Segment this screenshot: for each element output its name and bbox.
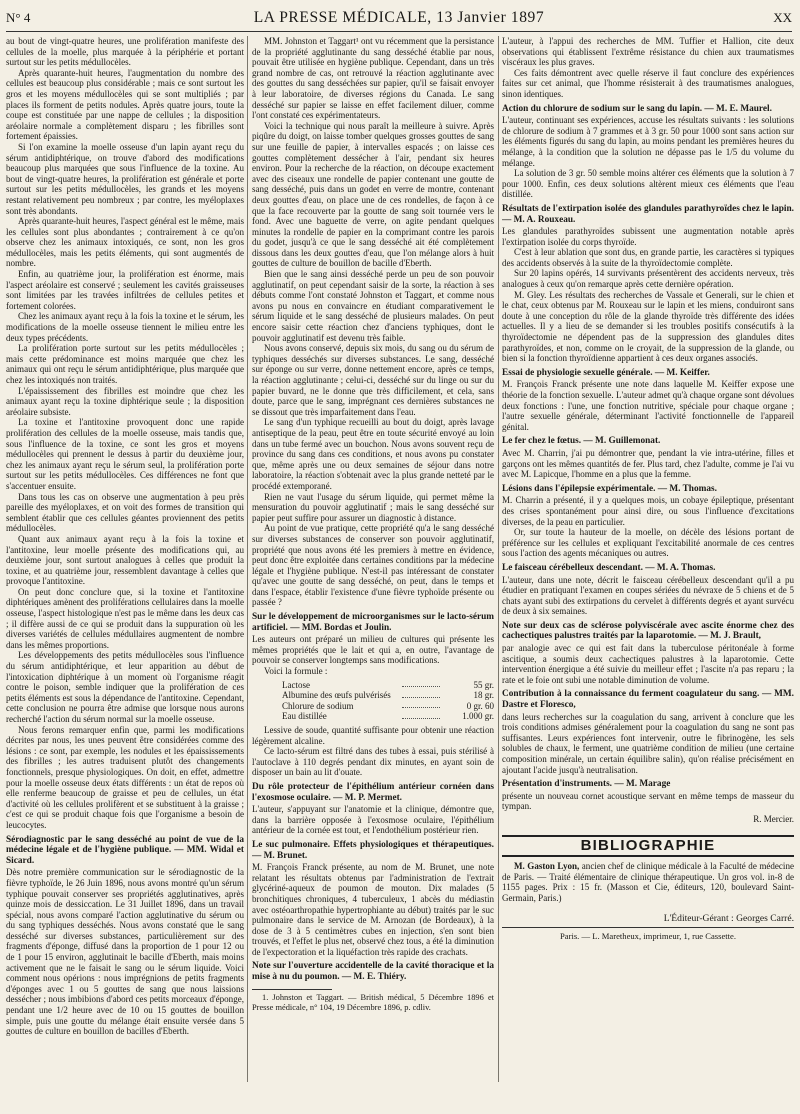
paragraph: On peut donc conclure que, si la toxine et l'antitoxine diphtériques amènent des proliférations cellulaires dans la moelle osseuse, l'aspect histologique n'est pas le même dans les deux cas ; il diffère aussi de ce qui se produit dans la suppuration où les diverses variétés de cellules médullaires augmentent de nombre dans les mêmes proportions. [6, 586, 244, 650]
paragraph: M. François Franck présente, au nom de M. Brunet, une note relatant les résultats obtenus par l'administration de l'extrait glycériné-aqueux de poumon de mouton. Dix malades (5 bronchitiques chroniques, 4 tuberculeux, 1 abcès du médiastin avec ostéoarthropathie hypertrophiante au début) traités par le suc pulmonaire dans le service de M. Arnozan (de Bordeaux), à la dose de 3 à 5 centimètres cubes en injection, s'en sont bien trouvés, et l'effet le plus net, observé chez tous, a été la diminution de l'expectoration et la liquéfaction très rapide des crachats. [252, 862, 494, 957]
ingredient-quantity: 55 gr. [473, 679, 494, 690]
paragraph: Ces faits démontrent avec quelle réserve il faut conclure des expériences faites sur cet animal, que l'homme résisterait à des traumatismes analogues, sinon identiques. [502, 67, 794, 99]
section-heading [502, 368, 794, 379]
paragraph: Le sang d'un typhique recueilli au bout du doigt, après lavage antiseptique de la peau, peut être en toute sécurité envoyé au loin dans un tube fermé avec un bouchon. Nous avons souvent reçu de province du sang dans ces conditions, et nous avons pu constater que, même après une ou deux semaines de séjour dans notre laboratoire, la réaction s'obtenait avec la plus grande netteté par le procédé extemporané. [252, 417, 494, 491]
paragraph: Lessive de soude, quantité suffisante pour obtenir une réaction légèrement alcaline. [252, 725, 494, 746]
paragraph: L'épaississement des fibrilles est moindre que chez les animaux ayant reçu la toxine diphtérique seule ; la disposition aréolaire subsiste. [6, 385, 244, 417]
heading-authors: — M. E. Thiéry. [339, 972, 407, 983]
paragraph: Les auteurs ont préparé un milieu de cultures qui présente les mêmes propriétés que le lait et qui a, en outre, l'avantage de pouvoir se conserver longtemps sans modifications. [252, 634, 494, 666]
section-heading [6, 835, 244, 867]
paragraph: La solution de 3 gr. 50 semble moins altérer ces éléments que la solution à 7 pour 1000. Enfin, ces deux solutions altèrent mieux ces éléments que l'eau distillée. [502, 168, 794, 200]
paragraph: Si l'on examine la moelle osseuse d'un lapin ayant reçu du sérum antidiphtérique, on trouve d'abord des modifications beaucoup plus marquées que sous l'influence de la toxine. Au bout de vingt-quatre heures, la prolifération est générale et porte surtout sur les petits médullocèles, les grands et les moyens restant relativement peu nombreux ; par contre, les myéloplaxes sont très abondants. [6, 141, 244, 216]
paragraph: Nous avons conservé, depuis six mois, du sang ou du sérum de typhiques desséchés sur diverses substances. Le sang, desséché sur éponge ou sur verre, donne nettement encore, après ce temps, la réaction agglutinante ; celui-ci, desséché sur du linge ou sur du papier buvard, ne le donne que très difficilement, et cela, sans doute, parce que le sang, imprégnant ces dernières substances ne se dissout que très imparfaitement dans l'eau. [252, 343, 494, 417]
page-number: XX [773, 10, 792, 25]
section-heading [502, 204, 794, 225]
heading-title: Résultats de l'extirpation isolée des glandules parathyroïdes chez le lapin. [502, 203, 794, 214]
paragraph: Dès notre première communication sur le sérodiagnostic de la fièvre typhoïde, le 26 Juin 1896, nous avons montré qu'un sérum typhique pouvait conserver ses propriétés agglutinatives, après quinze mois de dessiccation. Le 31 Juillet 1896, dans un travail spécial, nous avons comparé l'action agglutinative du sérum ou du sang typhiques desséchés. Nous avons constaté que le sang desséché sur diverses substances, particulièrement sur des fragments d'éponge, diffusé dans la proportion de 1 pour 12 ou de 1 pour 15 environ, agglutinait le bacille d'Eberth, mais moins activement que ne le faisait le sang ou le sérum liquide. Voici comment nous opérions : nous imprégnions de petits fragments d'éponges avec 1 ou 5 gouttes de sang que nous laissions dessécher ; nous imbibions d'abord ces petits morceaux d'éponge, pendant une 1/2 heure avec de 10 ou 15 gouttes de bouillon simple, puis une goutte du mélange était ensuite versée dans 5 gouttes de culture en bouillon de bacilles d'Eberth. [6, 867, 244, 1037]
paragraph: Dans tous les cas on observe une augmentation à peu près pareille des myéloplaxes, et on voit des formes de transition qui semblent établir que ces cellules géantes proviennent des petits médullocèles. [6, 491, 244, 534]
paragraph: par analogie avec ce qui est fait dans la tuberculose péritonéale à forme ascitique, a soumis deux cachectiques palustres à la laparotomie. Cette intervention énergique a été suivie du meilleur effet ; l'ascite n'a pas reparu ; la rate et le foie ont subi une notable diminution de volume. [502, 643, 794, 685]
formula-row [282, 701, 494, 712]
section-heading [502, 563, 794, 574]
book-details: ancien chef de clinique médicale à la Faculté de médecine de Paris. — Traité élémentaire de clinique thérapeutique. Un gros vol. in-8 de 1155 pages. Prix : 15 fr. (Masson et Cie, éditeurs, 120, boulevard Saint-Germain, Paris.) [502, 861, 794, 903]
paragraph: La prolifération porte surtout sur les petits médullocèles ; mais cette prédominance est moins marquée que chez les animaux qui ont reçu le sérum antidiphtérique, plus marquée que chez les intoxiqués non traités. [6, 343, 244, 385]
paragraph: Avec M. Charrin, j'ai pu démontrer que, pendant la vie intra-utérine, filles et garçons ont les mêmes quantités de fer. Plus tard, chez l'adulte, comme je l'ai vu avec M. Lapicque, l'homme en a plus que la femme. [502, 447, 794, 480]
editor-manager-line: L'Éditeur-Gérant : Georges Carré. [502, 914, 794, 929]
paragraph: Bien que le sang ainsi desséché perde un peu de son pouvoir agglutinatif, on peut cependant saisir de la sorte, la réaction à ses débuts comme l'ont constaté Johnston et Taggart, et comme nous avons pu nous en convaincre en étudiant comparativement le sérum liquide et le sang desséché de plusieurs malades. On peut encore saisir cette réaction chez d'anciens typhiques, dont le pouvoir agglutinatif est devenu très faible. [252, 269, 494, 343]
section-heading [252, 961, 494, 982]
column-divider [247, 36, 248, 1082]
paragraph: présente un nouveau cornet acoustique servant en même temps de masseur du tympan. [502, 790, 794, 812]
column-1 [6, 36, 244, 1086]
book-author: M. Gaston Lyon, [514, 861, 580, 872]
paragraph: Les glandules parathyroïdes subissent une augmentation notable après l'extirpation isolée du corps thyroïde. [502, 226, 794, 247]
section-heading [502, 689, 794, 710]
leader-dots [402, 690, 440, 698]
paragraph: M. Gley. Les résultats des recherches de Vassale et Generali, sur le chien et le chat, ceux obtenus par M. Rouxeau sur le lapin et les miens, conduiront sans doute à une conception du rôle de la glande thyroïde très différente des idées actuelles. Il y a lieu de se demander si les troubles positifs consécutifs à la thyroïdectomie ne dépendent pas de la suppression des glandules dites parathyroïdes, et non, comme on le croyait, de la suppression de la glande, ou bien si la fonction thyroïdienne appartient à ces deux organes associés. [502, 289, 794, 364]
column-3 [502, 36, 794, 1111]
printer-line: Paris. — L. Maretheux, imprimeur, 1, rue Cassette. [559, 931, 737, 942]
heading-title: Le faisceau cérébelleux descendant. [502, 562, 643, 573]
bibliography-entry [502, 861, 794, 903]
column-divider [498, 36, 499, 1082]
paragraph: Quant aux animaux ayant reçu à la fois la toxine et l'antitoxine, leur moelle présente des modifications qui, au deuxième jour, sont surtout analogues à celles que produit la toxine, et au quatrième jour, ressemblent davantage à celles que provoque l'antitoxine. [6, 533, 244, 587]
paragraph: L'auteur, dans une note, décrit le faisceau cérébelleux descendant qu'il a pu étudier en pratiquant l'examen en coupes sériées du névraxe de 5 chiens et de 5 chats ayant subi des extirpations du cervelet à différents degrés et ayant survécu de deux à six semaines. [502, 574, 794, 617]
paragraph: Les développements des petits médullocèles sous l'influence du sérum antidiphtérique, et leur apparition au début de l'intoxication diphtérique à un moment où l'organisme réagit contre le poison, semble indiquer que la prolifération de ces petits éléments est sous la dépendance de l'antitoxine. Cependant, cette conclusion ne pourra être admise que lorsque nous aurons recherché l'action du sérum normal sur la moelle osseuse. [6, 650, 244, 724]
paragraph: La toxine et l'antitoxine provoquent donc une rapide prolifération des cellules de la moelle osseuse, mais tandis que, sous l'influence de la toxine, ce sont les gros et moyens médullocèles qui prennent le dessus à partir du deuxième jour, chez les animaux ayant reçu le sérum seul, la prolifération porte surtout sur les petits médullocèles. Ces différences ne font que s'accentuer ensuite. [6, 417, 244, 491]
leader-dots [402, 711, 440, 719]
heading-title: Le suc pulmonaire. Effets physiologiques et thérapeutiques. [252, 839, 494, 850]
heading-authors: — M. A. Rouxeau. [502, 214, 576, 225]
ingredient-name: Lactose [282, 679, 310, 690]
heading-authors: — M. A. Thomas. [642, 562, 716, 573]
paragraph: Or, sur toute la hauteur de la moelle, on décèle des lésions portant de préférence sur les cellules et expliquant l'excitabilité anormale de ces centres sous l'action des agents mécaniques ou autres. [502, 527, 794, 559]
footnote-rule [252, 989, 332, 990]
paragraph: au bout de vingt-quatre heures, une prolifération manifeste des cellules de la moelle, plus marquée à la périphérie et portant surtout sur les petits médullocèles. [6, 36, 244, 68]
paragraph: L'auteur, s'appuyant sur l'anatomie et la clinique, démontre que, dans la barrière opposée à l'exosmose oculaire, l'épithélium antérieur de la cornée est tout, et l'endothélium postérieur rien. [252, 804, 494, 836]
masthead-title: LA PRESSE MÉDICALE, 13 Janvier 1897 [253, 9, 545, 26]
heading-title: Action du chlorure de sodium sur le sang du lapin. [502, 103, 703, 114]
heading-title: Le fer chez le fœtus. [502, 436, 582, 447]
footnote: 1. Johnston et Taggart. — British médical, 5 Décembre 1896 et Presse médicale, n° 104, 19 Décembre 1896, p. cdliv. [252, 992, 494, 1012]
paragraph: Voici la technique qui nous paraît la meilleure à suivre. Après piqûre du doigt, on laisse tomber quelques grosses gouttes de sang sur une feuille de papier, à intervalles espacés ; on laisse ces gouttes complètement dessécher à l'air, pendant six heures environ. Pour la recherche de la réaction, on découpe exactement avec des ciseaux une rondelle de papier contenant une goutte de sang desséché, puis dans un godet en verre de montre, contenant deux gouttes d'eau, on place une de ces rondelles, de façon à ce que la face recouverte par la goutte de sang soit tournée vers le fond. Avec une baguette de verre, on agite pendant quelques minutes la rondelle de papier en la comprimant contre les parois du godet, jusqu'à ce que le sang desséché ait été complètement dissous dans les deux gouttes d'eau, que l'on mélange alors à huit gouttes de culture de bouillon de bacille d'Eberth. [252, 120, 494, 269]
paragraph: Après quarante-huit heures, l'aspect général est le même, mais les cellules sont plus abondantes ; contrairement à ce qu'on observe chez les animaux intoxiqués, ce sont, non les gros médullocèles, mais les petits éléments, qui sont augmentés de nombre. [6, 216, 244, 269]
section-heading [502, 436, 794, 447]
formula-table [282, 680, 494, 722]
heading-authors: — M. Keiffer. [652, 367, 710, 378]
heading-authors: — MM. Bordas et Joulin. [287, 622, 392, 633]
formula-row [282, 690, 494, 701]
heading-authors: — M. Thomas. [655, 483, 717, 494]
bibliography-heading: BIBLIOGRAPHIE [502, 835, 794, 858]
paragraph: Rien ne vaut l'usage du sérum liquide, qui permet même la mensuration du pouvoir agglutinatif ; mais le sang desséché sur papier peut suffire pour assurer un diagnostic à distance. [252, 491, 494, 523]
header-rule [6, 31, 792, 32]
paragraph: M. François Franck présente une note dans laquelle M. Keiffer expose une théorie de la fonction sexuelle. L'auteur admet qu'à chaque organe sont dévolues deux fonctions : l'une, une fonction nutritive, spéciale pour chaque organe ; l'autre sexuelle générale, déterminant l'activité fonctionnelle de l'appareil génital. [502, 379, 794, 432]
heading-authors: — M. J. Brault, [696, 631, 762, 642]
heading-title: Lésions dans l'épilepsie expérimentale. [502, 483, 656, 494]
heading-title: Du rôle protecteur de l'épithélium antérieur cornéen dans l'exosmose oculaire. [252, 781, 494, 803]
heading-title: Contribution à la connaissance du ferment coagulateur du sang. [502, 689, 760, 700]
section-heading [252, 840, 494, 861]
heading-title: Essai de physiologie sexuelle générale. [502, 367, 653, 378]
paragraph: Chez les animaux ayant reçu à la fois la toxine et le sérum, les modifications de la moelle osseuse tiennent le milieu entre les deux types précédents. [6, 311, 244, 343]
section-heading [502, 104, 794, 115]
heading-authors: — M. Marage [612, 779, 671, 790]
paragraph: Voici la formule : [264, 666, 328, 677]
paragraph: L'auteur, continuant ses expériences, accuse les résultats suivants : les solutions de chlorure de sodium à 7 grammes et à 3 gr. 50 pour 1000 sont sans action sur les éléments figurés du sang du lapin, au moins pendant les premières heures du mélange, à la condition que la solution ne dépasse pas le 1/5 du volume du mélange. [502, 115, 794, 168]
section-heading [252, 782, 494, 803]
section-heading [502, 779, 794, 790]
heading-title: Note sur l'ouverture accidentelle de la cavité thoracique et la mise à nu du poumon. [252, 961, 494, 983]
ingredient-name: Albumine des œufs pulvérisés [282, 690, 391, 701]
heading-authors: — M. Brunet. [252, 850, 308, 861]
paragraph: Après quarante-huit heures, l'augmentation du nombre des cellules est beaucoup plus considérable ; mais ce sont surtout les gros et les moyens médullocèles qui se sont multipliés ; par places ils forment de petits nodules. Après quatre jours, toute la coupe est constituée par une nappe de cellules ; la disposition aréolaire normale a complètement disparu ; les fibrilles sont fortement épaissies. [6, 67, 244, 142]
issue-number: N° 4 [6, 10, 31, 25]
formula-row [282, 711, 494, 722]
ingredient-name: Eau distillée [282, 711, 327, 722]
heading-title: Note sur deux cas de sclérose polyviscérale avec ascite énorme chez des cachectiques palustres traités par la laparotomie. [502, 620, 794, 642]
leader-dots [402, 680, 440, 688]
section-heading [252, 612, 494, 633]
heading-authors: — M. P. Mermet. [330, 792, 403, 803]
ingredient-quantity: 1.000 gr. [462, 711, 494, 722]
paragraph: Au point de vue pratique, cette propriété qu'a le sang desséché sur diverses substances de conserver son pouvoir agglutinatif, propriété que nous avons été les premiers à mettre en évidence, peut donc être exploitée dans certaines conditions par la médecine légale et l'hygiène publique. N'est-il pas intéressant de constater qu'avec une goutte de sang desséché, on peut, dans le temps et dans l'espace, établir l'existence d'une fièvre typhoïde présente ou passée ? [252, 523, 494, 608]
section-heading [502, 484, 794, 495]
heading-authors: — M. E. Maurel. [702, 103, 772, 114]
paragraph: L'auteur, à l'appui des recherches de MM. Tuffier et Hallion, cite deux observations qui établissent l'extrême résistance du chien aux traumatismes viscéraux les plus graves. [502, 36, 794, 68]
ingredient-quantity: 18 gr. [473, 690, 494, 701]
paragraph: Nous ferons remarquer enfin que, parmi les modifications décrites par nous, les unes peuvent être considérées comme des lésions : ce sont, par exemple, les nodules et les épaississements des fibrilles ; les autres traduisent plutôt des changements fonctionnels, presque physiologiques. On doit, en effet, admettre pour la moelle osseuse deux états différents : un état de repos où elle renferme beaucoup de graisse et peu de cellules, un état d'activité où les cellules prolifèrent et se substituent à la graisse ; c'est ce qui se produit chaque fois que l'organisme a besoin de leucocytes. [6, 724, 244, 830]
page-header [6, 8, 792, 30]
heading-authors: — MM. Widal et Sicard. [6, 845, 244, 866]
section-heading [502, 621, 794, 642]
signature: R. Mercier. [753, 813, 794, 824]
paragraph: Sur 20 lapins opérés, 14 survivants présentèrent des accidents nerveux, très analogues à ceux qu'on remarque après cette dernière opération. [502, 268, 794, 290]
paragraph: M. Charrin a présenté, il y a quelques mois, un cobaye épileptique, présentant des crises spontanément pour ainsi dire, ou sous l'influence d'excitations diverses, de la peau en particulier. [502, 495, 794, 527]
heading-title: Sur le développement de microorganismes sur le lacto-sérum artificiel. [252, 612, 494, 633]
paragraph: Enfin, au quatrième jour, la prolifération est énorme, mais l'aspect aréolaire est conservé ; seulement les cavités graisseuses sont limitées par les travées infiltrées de cellules petites et fortement colorées. [6, 269, 244, 311]
paragraph: C'est à leur ablation que sont dus, en grande partie, les caractères si typiques des accidents observés à la suite de la thyroïdectomie complète. [502, 247, 794, 268]
paragraph: Ce lacto-sérum est filtré dans des tubes à essai, puis stérilisé à l'autoclave à 110 degrés pendant dix minutes, en ayant soin de disposer un bain au lit d'ouate. [252, 746, 494, 778]
column-2 [252, 36, 494, 1086]
ingredient-quantity: 0 gr. 60 [466, 700, 494, 711]
heading-title: Présentation d'instruments. [502, 779, 613, 790]
ingredient-name: Chlorure de sodium [282, 700, 354, 711]
paragraph: MM. Johnston et Taggart¹ ont vu récemment que la persistance de la propriété agglutinante du sang desséché établie par nous, pouvait être utilisée en hygiène publique. Cependant, dans un très grand nombre de cas, ont retrouvé la réaction agglutinante avec des gouttes du sang desséchées sur papier, qu'il se faisait envoyer à leur laboratoire, de diverses régions du Canada. Le sang desséché sur papier se laisse en effet facilement diluer, comme l'ont constaté ces expérimentateurs. [252, 36, 494, 121]
heading-authors: — MM. Dastre et Floresco, [502, 689, 794, 711]
heading-authors: — M. Guillemonat. [581, 436, 661, 447]
formula-row [282, 680, 494, 691]
heading-title: Sérodiagnostic par le sang desséché au point de vue de la médecine légale et de l'hygiène publique. [6, 834, 244, 856]
paragraph: dans leurs recherches sur la coagulation du sang, arrivent à conclure que les trois conditions admises généralement pour la coagulation du sang ne sont pas suffisantes. Leurs expériences font intervenir, outre le fibrinogène, les sels solubles de chaux, le ferment, une quatrième condition de milieu (une certaine composition minérale, un certain équilibre salin), qu'on réalise précisément en ajoutant l'acide jusqu'à neutralisation. [502, 711, 794, 775]
leader-dots [402, 701, 440, 709]
